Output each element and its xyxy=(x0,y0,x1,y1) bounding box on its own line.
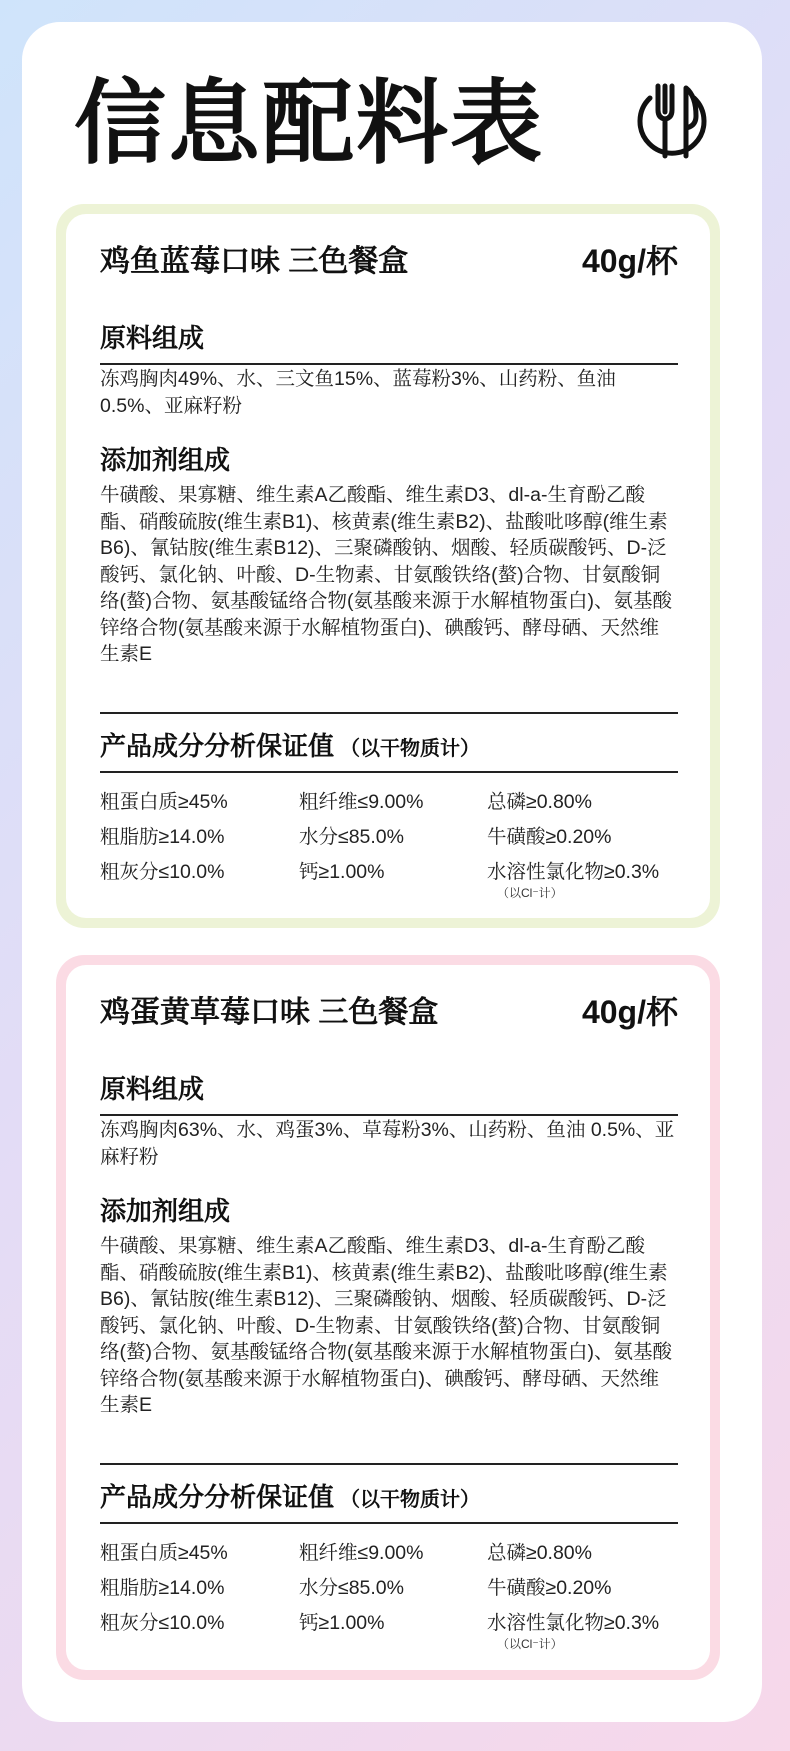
analysis-value: 钙≥1.00% xyxy=(299,861,385,883)
analysis-heading xyxy=(100,1477,678,1524)
analysis-value: 水溶性氯化物≥0.3% xyxy=(487,1612,660,1634)
ingredients-text: 冻鸡胸肉63%、水、鸡蛋3%、草莓粉3%、山药粉、鱼油 0.5%、亚麻籽粉 xyxy=(100,1119,675,1168)
ingredients-heading: 原料组成 xyxy=(100,1069,678,1116)
divider xyxy=(100,712,678,714)
additives-text: 牛磺酸、果寡糖、维生素A乙酸酯、维生素D3、dl-a-生育酚乙酸酯、硝酸硫胺(维生素B1)、核黄素(维生素B2)、盐酸吡哆醇(维生素B6)、氰钴胺(维生素B12)、三聚磷酸钠、烟酸、轻质碳酸钙、D-泛酸钙、氯化钠、叶酸、D-生物素、甘氨酸铁络(螯)合物、甘氨酸铜络(螯)合物、氨基酸锰络合物(氨基酸来源于水解植物蛋白)、氨基酸锌络合物(氨基酸来源于水解植物蛋白)、碘酸钙、酵母硒、天然维生素E xyxy=(100,1235,672,1416)
chloride-note: （以Cl⁻计） xyxy=(497,1637,563,1651)
analysis-value: 牛磺酸≥0.20% xyxy=(487,1577,612,1599)
analysis-value: 粗脂肪≥14.0% xyxy=(100,1577,225,1599)
product-weight: 40g/杯 xyxy=(581,243,678,279)
product-weight: 40g/杯 xyxy=(581,994,678,1030)
card-inner xyxy=(66,214,710,918)
chloride-note: （以Cl⁻计） xyxy=(497,886,563,900)
analysis-value: 水分≤85.0% xyxy=(299,826,404,848)
analysis-value: 粗蛋白质≥45% xyxy=(100,791,228,813)
analysis-value: 粗蛋白质≥45% xyxy=(100,1542,228,1564)
analysis-value: 水溶性氯化物≥0.3% xyxy=(487,861,660,883)
analysis-value: 粗纤维≤9.00% xyxy=(299,791,424,813)
analysis-title: 产品成分分析保证值 xyxy=(100,731,335,761)
analysis-title: 产品成分分析保证值 xyxy=(100,1482,335,1512)
analysis-value: 钙≥1.00% xyxy=(299,1612,385,1634)
analysis-value: 粗灰分≤10.0% xyxy=(100,861,225,883)
fork-knife-plate-icon xyxy=(636,82,708,164)
analysis-value: 粗纤维≤9.00% xyxy=(299,1542,424,1564)
analysis-value: 水分≤85.0% xyxy=(299,1577,404,1599)
ingredients-text: 冻鸡胸肉49%、水、三文鱼15%、蓝莓粉3%、山药粉、鱼油 0.5%、亚麻籽粉 xyxy=(100,368,616,417)
analysis-value: 粗脂肪≥14.0% xyxy=(100,826,225,848)
additives-heading: 添加剂组成 xyxy=(100,1196,231,1226)
ingredients-heading: 原料组成 xyxy=(100,318,678,365)
analysis-value: 粗灰分≤10.0% xyxy=(100,1612,225,1634)
product-card-blueberry xyxy=(56,204,720,928)
analysis-value: 牛磺酸≥0.20% xyxy=(487,826,612,848)
card-inner xyxy=(66,965,710,1670)
analysis-heading xyxy=(100,726,678,773)
analysis-note: （以干物质计） xyxy=(340,738,481,760)
additives-heading: 添加剂组成 xyxy=(100,445,231,475)
divider xyxy=(100,1463,678,1465)
additives-text: 牛磺酸、果寡糖、维生素A乙酸酯、维生素D3、dl-a-生育酚乙酸酯、硝酸硫胺(维生素B1)、核黄素(维生素B2)、盐酸吡哆醇(维生素B6)、氰钴胺(维生素B12)、三聚磷酸钠、烟酸、轻质碳酸钙、D-泛酸钙、氯化钠、叶酸、D-生物素、甘氨酸铁络(螯)合物、甘氨酸铜络(螯)合物、氨基酸锰络合物(氨基酸来源于水解植物蛋白)、氨基酸锌络合物(氨基酸来源于水解植物蛋白)、碘酸钙、酵母硒、天然维生素E xyxy=(100,484,672,665)
page-title: 信息配料表 xyxy=(74,73,545,175)
product-name: 鸡蛋黄草莓口味 三色餐盒 xyxy=(100,996,439,1029)
analysis-value: 总磷≥0.80% xyxy=(487,1542,592,1564)
product-name: 鸡鱼蓝莓口味 三色餐盒 xyxy=(100,245,409,278)
product-card-strawberry xyxy=(56,955,720,1680)
analysis-value: 总磷≥0.80% xyxy=(487,791,592,813)
analysis-note: （以干物质计） xyxy=(340,1489,481,1511)
